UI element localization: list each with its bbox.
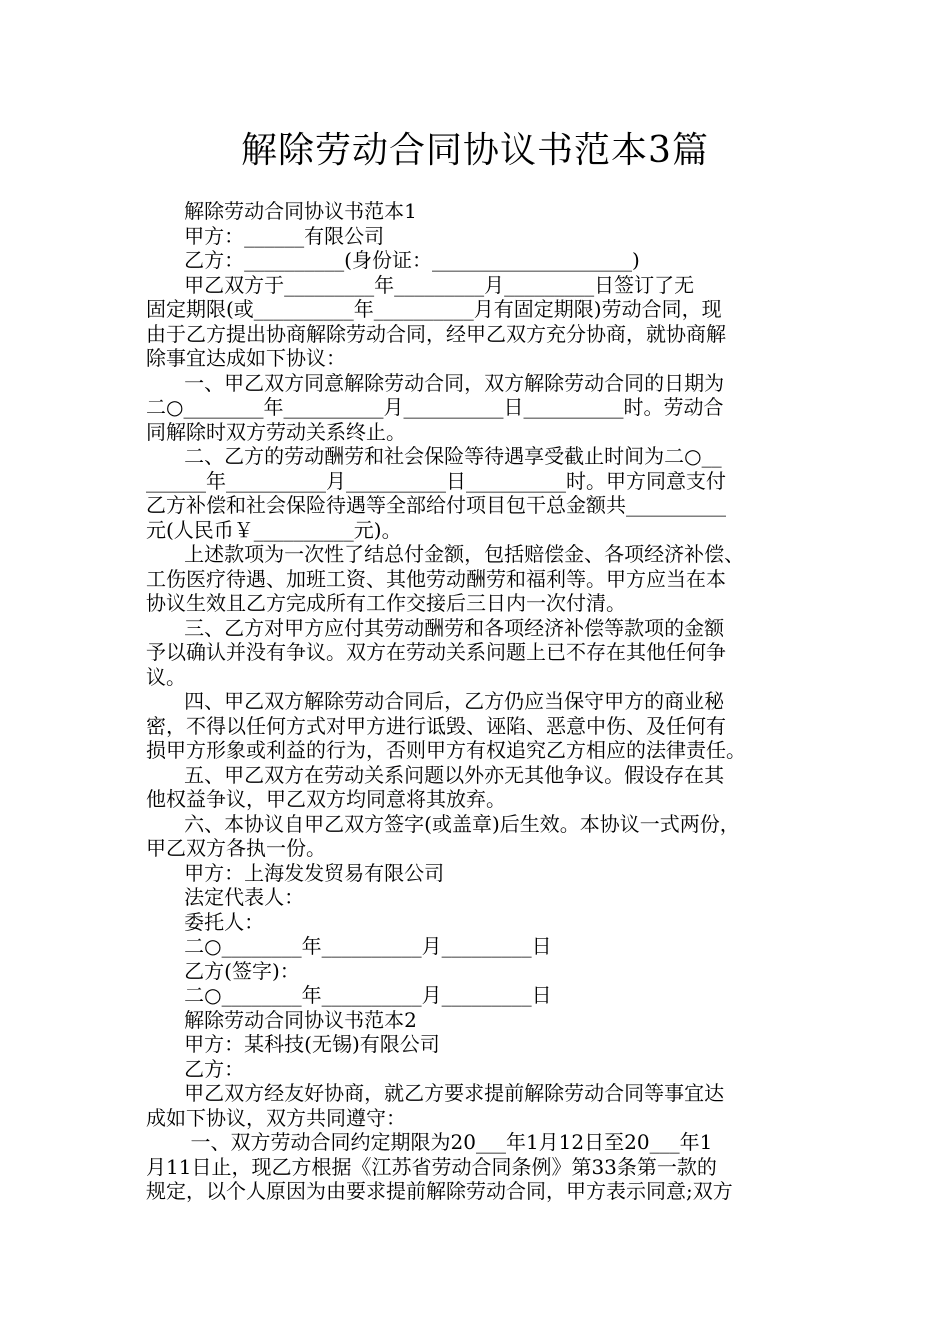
document-line: 解除劳动合同协议书范本2 bbox=[146, 1007, 417, 1032]
document-line: 乙方： bbox=[146, 1056, 245, 1081]
document-line: 成如下协议，双方共同遵守： bbox=[146, 1105, 406, 1130]
document-line: 乙方补偿和社会保险待遇等全部给付项目包干总金额共__________ bbox=[146, 493, 726, 517]
document-line: 委托人： bbox=[146, 909, 265, 934]
document-line: 二、乙方的劳动酬劳和社会保险等待遇享受截止时间为二○__ bbox=[146, 444, 722, 468]
document-line: 元(人民币￥__________元)。 bbox=[146, 517, 402, 542]
document-line: 甲乙双方经友好协商，就乙方要求提前解除劳动合同等事宜达 bbox=[146, 1081, 725, 1105]
document-line: 由于乙方提出协商解除劳动合同，经甲乙双方充分协商，就协商解 bbox=[146, 321, 726, 346]
document-line: 协议生效且乙方完成所有工作交接后三日内一次付清。 bbox=[146, 591, 626, 615]
document-line: 上述款项为一次性了结总付金额，包括赔偿金、各项经济补偿、 bbox=[146, 542, 745, 566]
document-line: 工伤医疗待遇、加班工资、其他劳动酬劳和福利等。甲方应当在本 bbox=[146, 566, 726, 591]
document-line: 甲乙双方各执一份。 bbox=[146, 836, 326, 860]
document-line: 固定期限(或__________年__________月有固定期限)劳动合同，现 bbox=[146, 297, 722, 321]
document-line: 二○________年__________月__________日__________时。劳动合 bbox=[146, 395, 724, 419]
document-line: 解除劳动合同协议书范本1 bbox=[146, 199, 417, 223]
document-line: 六、本协议自甲乙双方签字(或盖章)后生效。本协议一式两份， bbox=[146, 811, 740, 836]
document-line: 密，不得以任何方式对甲方进行诋毁、诬陷、恶意中伤、及任何有 bbox=[146, 713, 726, 738]
document-line: 二○________年__________月_________日 bbox=[146, 983, 552, 1007]
document-line: 乙方：__________(身份证：____________________) bbox=[146, 248, 640, 272]
document-line: 一、甲乙双方同意解除劳动合同，双方解除劳动合同的日期为 bbox=[146, 370, 725, 395]
document-line: 甲方：上海发发贸易有限公司 bbox=[146, 860, 445, 885]
document-line: 二○________年__________月_________日 bbox=[146, 934, 552, 958]
document-line: 三、乙方对甲方应付其劳动酬劳和各项经济补偿等款项的金额 bbox=[146, 615, 725, 640]
document-line: 他权益争议，甲乙双方均同意将其放弃。 bbox=[146, 787, 506, 811]
document-line: 议。 bbox=[146, 664, 186, 689]
document-line: 甲方：______有限公司 bbox=[146, 223, 385, 248]
document-line: 月11日止，现乙方根据《江苏省劳动合同条例》第33条第一款的 bbox=[146, 1154, 717, 1179]
document-line: 一、双方劳动合同约定期限为20___年1月12日至20___年1 bbox=[146, 1130, 713, 1154]
document-line: ______年__________月__________日__________时。甲方同意支付 bbox=[146, 468, 726, 493]
document-title: 解除劳动合同协议书范本3篇 bbox=[241, 130, 709, 171]
document-line: 法定代表人： bbox=[146, 885, 305, 909]
document-body bbox=[146, 199, 810, 1204]
document-line: 四、甲乙双方解除劳动合同后，乙方仍应当保守甲方的商业秘 bbox=[146, 689, 725, 713]
document-line: 甲方：某科技(无锡)有限公司 bbox=[146, 1032, 440, 1056]
document-line: 损甲方形象或利益的行为，否则甲方有权追究乙方相应的法律责任。 bbox=[146, 738, 746, 762]
document-line: 同解除时双方劳动关系终止。 bbox=[146, 419, 406, 444]
document-line: 乙方(签字)： bbox=[146, 958, 300, 983]
document-line: 五、甲乙双方在劳动关系问题以外亦无其他争议。假设存在其 bbox=[146, 762, 725, 787]
document-line: 予以确认并没有争议。双方在劳动关系问题上已不存在其他任何争 bbox=[146, 640, 726, 664]
document-line: 规定，以个人原因为由要求提前解除劳动合同，甲方表示同意;双方 bbox=[146, 1179, 733, 1203]
document-line: 甲乙双方于_________年_________月_________日签订了无 bbox=[146, 272, 695, 297]
document-line: 除事宜达成如下协议： bbox=[146, 346, 346, 370]
